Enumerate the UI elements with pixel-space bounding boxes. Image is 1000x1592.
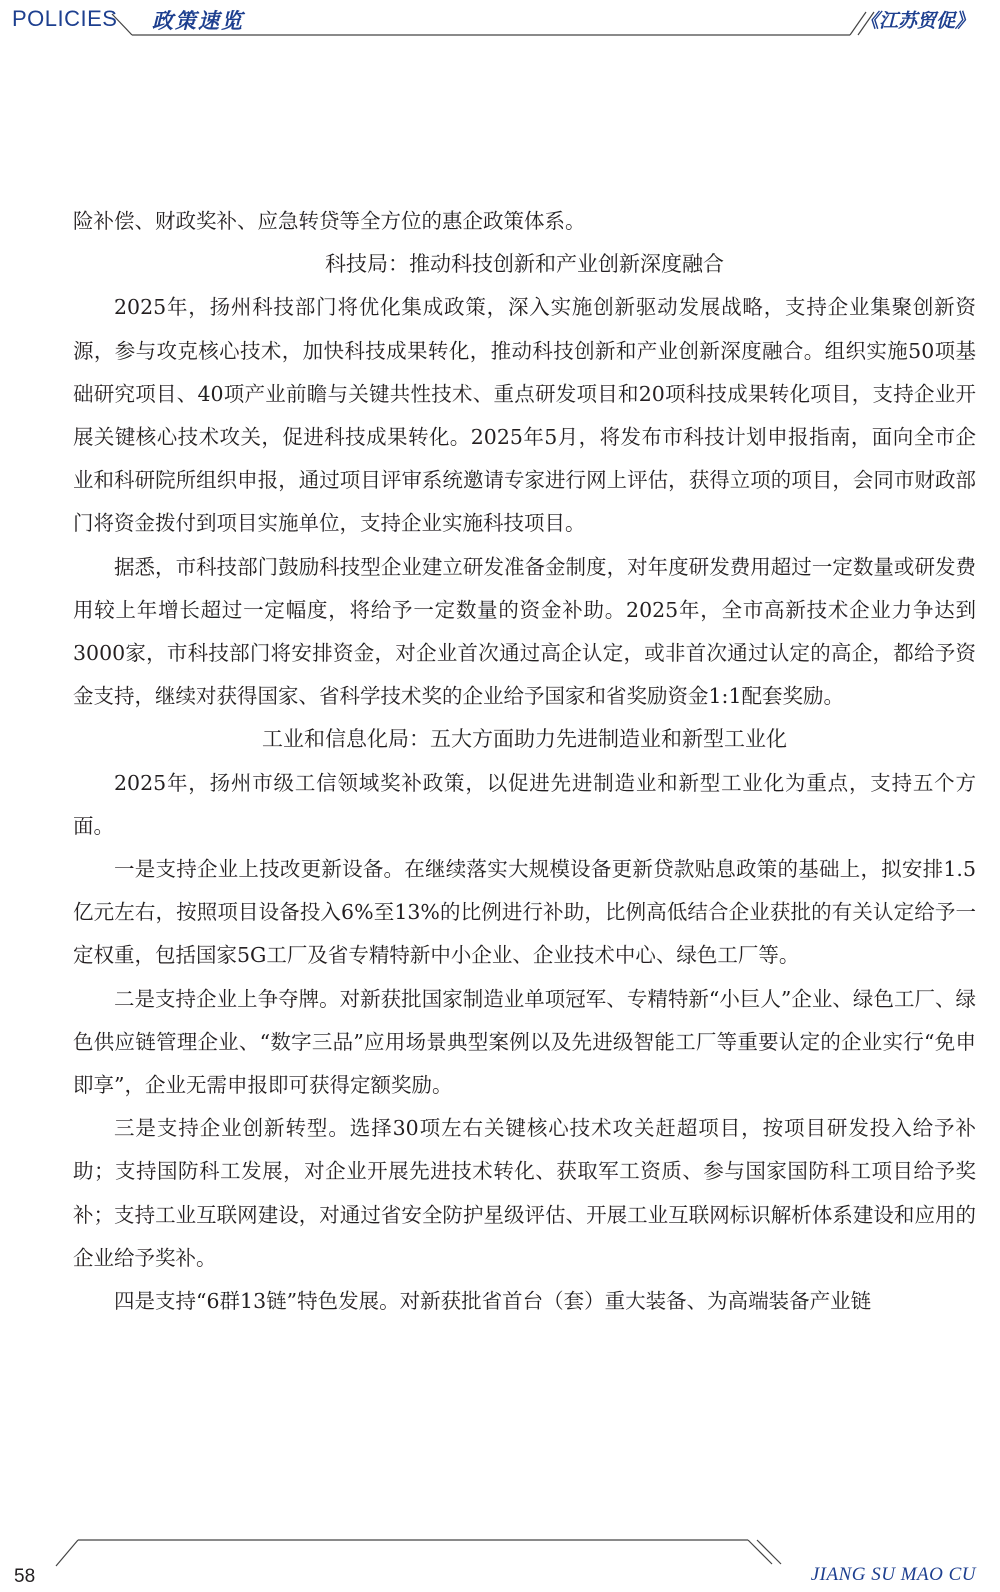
magazine-title: 《江苏贸促》 xyxy=(859,10,974,32)
page-number: 58 xyxy=(14,1566,36,1587)
paragraph: 三是支持企业创新转型。选择30项左右关键核心技术攻关赶超项目，按项目研发投入给予补助；支持国防科工发展，对企业开展先进技术转化、获取军工资质、参与国家国防科工项目给予奖补；支持工业互联网建设，对通过省安全防护星级评估、开展工业互联网标识解析体系建设和应用的企业给予奖补。 xyxy=(73,1116,976,1270)
section-heading: 工业和信息化局：五大方面助力先进制造业和新型工业化 xyxy=(262,727,787,752)
paragraph: 2025年，扬州科技部门将优化集成政策，深入实施创新驱动发展战略，支持企业集聚创新资源，参与攻克核心技术，加快科技成果转化，推动科技创新和产业创新深度融合。组织实施50项基础研究项目、40项产业前瞻与关键共性技术、重点研发项目和20项科技成果转化项目，支持企业开展关键核心技术攻关，促进科技成果转化。2025年5月，将发布市科技计划申报指南，面向全市企业和科研院所组织申报，通过项目评审系统邀请专家进行网上评估，获得立项的项目，会同市财政部门将资金拨付到项目实施单位，支持企业实施科技项目。 xyxy=(73,295,976,536)
paragraph: 据悉，市科技部门鼓励科技型企业建立研发准备金制度，对年度研发费用超过一定数量或研发费用较上年增长超过一定幅度，将给予一定数量的资金补助。2025年，全市高新技术企业力争达到3000家，市科技部门将安排资金，对企业首次通过高企认定，或非首次通过认定的高企，都给予资金支持，继续对获得国家、省科学技术奖的企业给予国家和省奖励资金1:1配套奖励。 xyxy=(73,554,976,709)
paragraph: 2025年，扬州市级工信领域奖补政策，以促进先进制造业和新型工业化为重点，支持五个方面。 xyxy=(73,770,976,838)
paragraph: 二是支持企业上争夺牌。对新获批国家制造业单项冠军、专精特新“小巨人”企业、绿色工厂、绿色供应链管理企业、“数字三品”应用场景典型案例以及先进级智能工厂等重要认定的企业实行“免申即享”，企业无需申报即可获得定额奖励。 xyxy=(73,986,976,1098)
paragraph: 险补偿、财政奖补、应急转贷等全方位的惠企政策体系。 xyxy=(73,209,586,233)
paragraph: 四是支持“6群13链”特色发展。对新获批省首台（套）重大装备、为高端装备产业链 xyxy=(114,1289,872,1314)
page-header xyxy=(0,0,1000,40)
section-title-cn: 政策速览 xyxy=(152,8,244,33)
section-title-en: POLICIES xyxy=(12,6,118,31)
paragraph: 一是支持企业上技改更新设备。在继续落实大规模设备更新贷款贴息政策的基础上，拟安排1.5亿元左右，按照项目设备投入6%至13%的比例进行补助，比例高低结合企业获批的有关认定给予一定权重，包括国家5G工厂及省专精特新中小企业、企业技术中心、绿色工厂等。 xyxy=(73,857,976,968)
article-body xyxy=(73,200,976,1323)
page-footer xyxy=(0,1530,1000,1592)
header-rule xyxy=(0,0,1000,40)
magazine-name-en: JIANG SU MAO CU xyxy=(810,1564,976,1585)
section-heading: 科技局：推动科技创新和产业创新深度融合 xyxy=(325,252,724,277)
